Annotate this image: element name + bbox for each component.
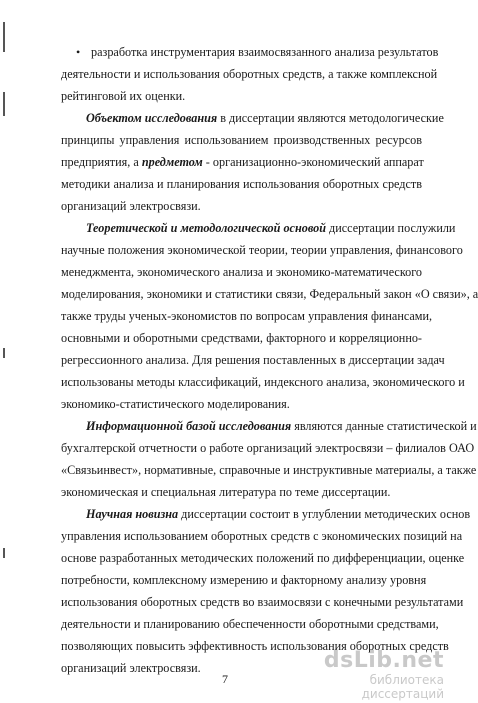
text-line: [86, 221, 456, 235]
watermark: [304, 649, 444, 701]
text-line: [86, 507, 471, 521]
text-line: основе разработанных методических положений по дифференциации, оценке: [61, 551, 465, 565]
page-number: 7: [222, 672, 228, 686]
term-subject: предметом: [141, 155, 203, 169]
term-theory: Теоретической и методологической основой: [86, 221, 326, 235]
text-line: менеджмента, экономического анализа и экономико-математического: [61, 265, 422, 279]
text-line: моделирования, экономики и статистики связи, Федеральный закон «О связи», а: [61, 287, 478, 301]
text-line: «Связьинвест», нормативные, справочные и инструктивные материалы, а также: [61, 463, 477, 477]
text-line: организаций электросвязи.: [61, 199, 201, 213]
text-line: позволяющих повысить эффективность использования оборотных средств: [61, 639, 449, 653]
margin-scan-mark: [3, 92, 5, 116]
text-span: в диссертации являются методологические: [220, 111, 444, 125]
term-novelty: Научная новизна: [86, 507, 179, 521]
watermark-subtitle: библиотека диссертаций: [361, 673, 444, 701]
text-span: диссертации послужили: [329, 221, 456, 235]
text-line: принципы управления использованием производственных ресурсов: [61, 133, 422, 147]
text-span: являются данные статистической и: [294, 419, 477, 433]
text-line: деятельности и использования оборотных средств, а также комплексной: [61, 67, 438, 81]
text-line: регрессионного анализа. Для решения поставленных в диссертации задач: [61, 353, 445, 367]
text-line: рейтинговой их оценки.: [61, 89, 186, 103]
text-line: методики анализа и планирования использования оборотных средств: [61, 177, 422, 191]
text-line: потребности, комплексному измерению и факторному анализу уровня: [61, 573, 427, 587]
text-span: - организационно-экономический аппарат: [205, 155, 424, 169]
text-line: экономико-статистического моделирования.: [61, 397, 290, 411]
term-info-base: Информационной базой исследования: [86, 419, 292, 433]
bullet-icon: •: [76, 45, 81, 59]
text-span: диссертации состоит в углублении методических основ: [181, 507, 471, 521]
term-object: Объектом исследования: [86, 111, 218, 125]
text-line: управления использованием оборотных средств с экономических позиций на: [61, 529, 463, 543]
text-line: [86, 111, 444, 125]
text-line: основными и оборотными средствами, факторного и корреляционно-: [61, 331, 422, 345]
margin-scan-mark: [3, 22, 5, 52]
text-line: экономическая и специальная литература по теме диссертации.: [61, 485, 391, 499]
text-line: организаций электросвязи.: [61, 661, 201, 675]
text-line: [86, 419, 477, 433]
watermark-logo: dsLib.net: [323, 648, 444, 673]
text-line: использованы методы классификаций, индексного анализа, экономического и: [61, 375, 465, 389]
margin-scan-mark: [3, 548, 5, 558]
text-line: разработка инструментария взаимосвязанного анализа результатов: [91, 45, 439, 59]
text-line: [61, 155, 422, 169]
text-line: научные положения экономической теории, теории управления, финансового: [61, 243, 463, 257]
text-line: использования оборотных средств во взаимосвязи с конечными результатами: [61, 595, 464, 609]
margin-scan-mark: [3, 348, 5, 358]
text-line: бухгалтерской отчетности о работе организаций электросвязи – филиалов ОАО: [61, 441, 475, 455]
text-span: предприятия, а: [61, 155, 139, 169]
text-line: деятельности и планированию обеспеченности оборотными средствами,: [61, 617, 439, 631]
text-line: также труды ученых-экономистов по вопросам управления финансами,: [61, 309, 433, 323]
